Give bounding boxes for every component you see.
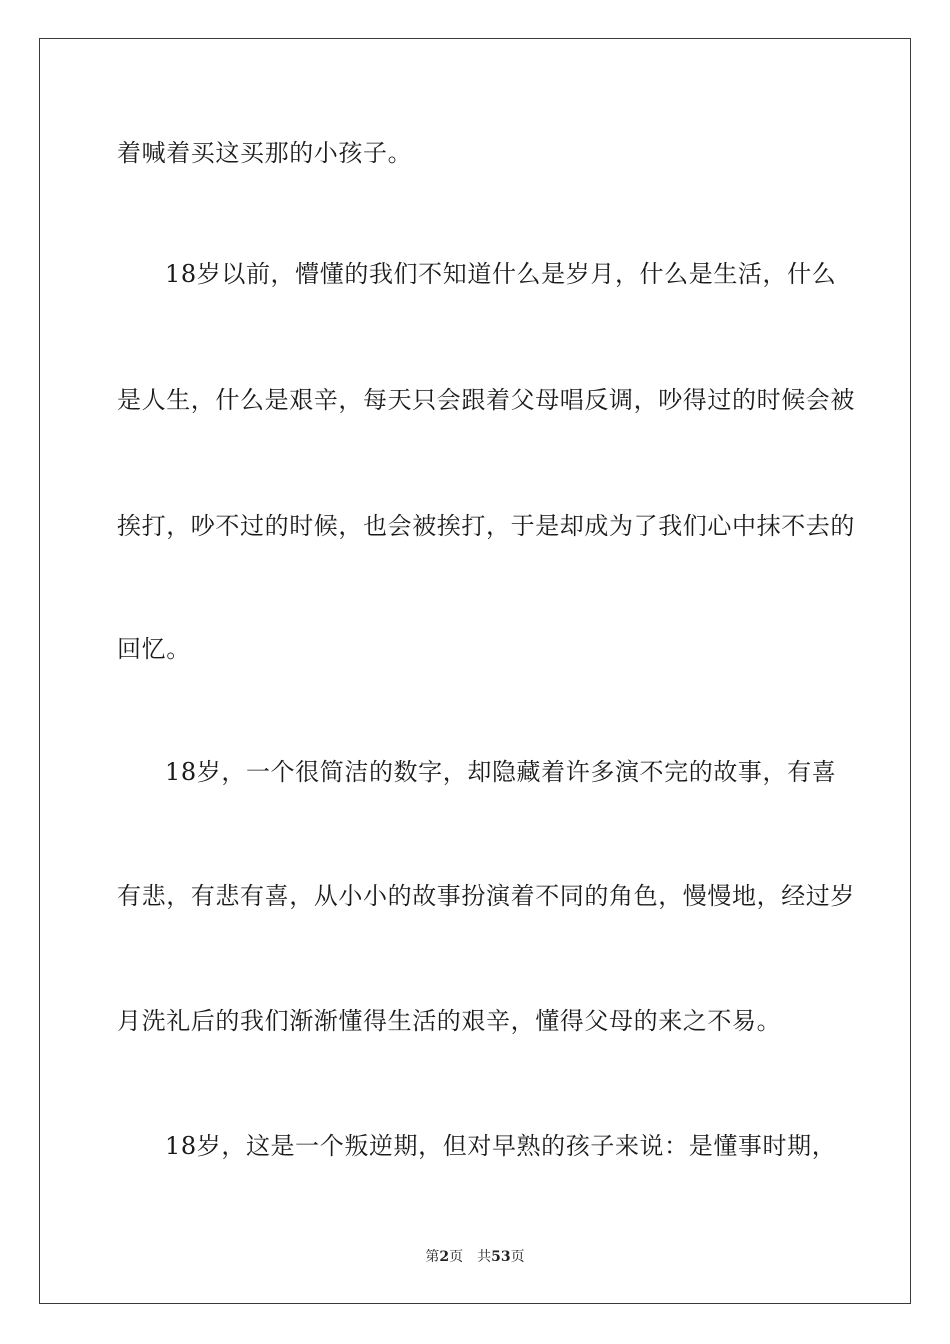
page-footer	[0, 1247, 950, 1267]
page-suffix: 页	[449, 1249, 464, 1265]
text-line-5: 回忆。	[117, 635, 191, 663]
text-line-2: 18岁以前，懵懂的我们不知道什么是岁月，什么是生活，什么	[165, 260, 837, 288]
text-line-4: 挨打，吵不过的时候，也会被挨打，于是却成为了我们心中抹不去的	[117, 512, 855, 540]
total-prefix: 共	[477, 1249, 492, 1265]
text-line-1: 着喊着买这买那的小孩子。	[117, 139, 413, 167]
page-border	[39, 38, 911, 1304]
text-line-7: 有悲，有悲有喜，从小小的故事扮演着不同的角色，慢慢地，经过岁	[117, 882, 855, 910]
text-line-9: 18岁，这是一个叛逆期，但对早熟的孩子来说：是懂事时期，	[165, 1132, 837, 1160]
text-line-6: 18岁，一个很简洁的数字，却隐藏着许多演不完的故事，有喜	[165, 758, 837, 786]
text-line-3: 是人生，什么是艰辛，每天只会跟着父母唱反调，吵得过的时候会被	[117, 386, 855, 414]
page-number: 2	[439, 1249, 450, 1265]
total-suffix: 页	[510, 1249, 525, 1265]
page-prefix: 第	[425, 1249, 440, 1265]
page-total: 53	[491, 1249, 511, 1265]
text-line-8: 月洗礼后的我们渐渐懂得生活的艰辛，懂得父母的来之不易。	[117, 1007, 782, 1035]
